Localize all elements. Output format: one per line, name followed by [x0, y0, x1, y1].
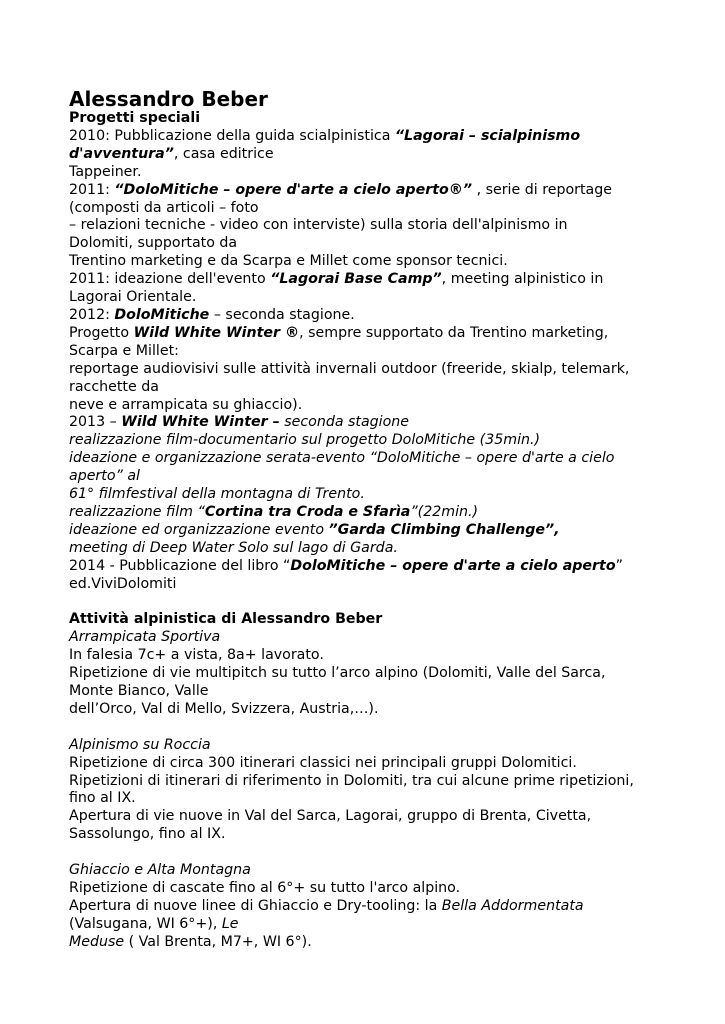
- route-name: Bella Addormentata: [441, 897, 584, 914]
- text-segment: (Valsugana, WI 6°+),: [69, 915, 222, 932]
- project-2014-line: [69, 558, 709, 576]
- ice-line-2: [69, 898, 709, 916]
- project-2013-event-line: [69, 522, 709, 540]
- text-segment: 2011: ideazione dell'evento: [69, 271, 271, 288]
- project-name: Wild White Winter ®: [133, 324, 300, 341]
- project-2013-line-3: ideazione e organizzazione serata-evento “DoloMitiche – opere d'arte a cielo: [69, 450, 615, 467]
- project-2011a-line: [69, 182, 709, 200]
- project-2014-line-2: ed.ViviDolomiti: [69, 575, 177, 592]
- text-segment: ”(22min.): [410, 503, 479, 520]
- project-name: “DoloMitiche – opere d'arte a cielo aperto®”: [114, 181, 473, 198]
- event-name: ”Garda Climbing Challenge”,: [328, 521, 560, 538]
- project-2010-line: [69, 128, 709, 146]
- text-segment: ideazione ed organizzazione evento: [69, 521, 329, 538]
- project-2010-line-3: Tappeiner.: [69, 163, 142, 180]
- rock-line-5: Sassolungo, fino al IX.: [69, 826, 226, 843]
- project-2011a-line-2: (composti da articoli – foto: [69, 199, 259, 216]
- sport-line-3: Monte Bianco, Valle: [69, 682, 209, 699]
- project-wild-line: [69, 325, 709, 343]
- project-2012-line: [69, 307, 709, 325]
- ice-line-4: [69, 934, 709, 952]
- route-name: Le: [221, 915, 239, 932]
- document-page: [69, 88, 709, 952]
- text-segment: 2011:: [69, 181, 115, 198]
- project-name: DoloMitiche: [114, 306, 210, 323]
- text-segment: Apertura di nuove linee di Ghiaccio e Dry-tooling: la: [69, 897, 442, 914]
- project-2013-line-5: 61° filmfestival della montagna di Trento.: [69, 486, 365, 503]
- spacer: [69, 593, 709, 611]
- project-name: Wild White Winter –: [121, 414, 280, 431]
- route-name: Meduse: [69, 933, 125, 950]
- rock-line-3: fino al IX.: [69, 790, 136, 807]
- section-heading-activity: Attività alpinistica di Alessandro Beber: [69, 611, 383, 628]
- project-2011b-line-2: Lagorai Orientale.: [69, 289, 197, 306]
- text-segment: , meeting alpinistico in: [441, 271, 604, 288]
- project-2011a-line-3: – relazioni tecniche - video con interviste) sulla storia dell'alpinismo in: [69, 217, 568, 234]
- text-segment: – seconda stagione.: [209, 306, 355, 323]
- project-2011b-line: [69, 271, 709, 289]
- text-segment: seconda stagione: [279, 414, 410, 431]
- project-wild-line-3: reportage audiovisivi sulle attività invernali outdoor (freeride, skialp, telemark,: [69, 360, 630, 377]
- subheading-rock: Alpinismo su Roccia: [69, 736, 211, 753]
- text-segment: 2014 - Pubblicazione del libro “: [69, 557, 291, 574]
- project-2013-film-line: [69, 504, 709, 522]
- project-2013-line-4: aperto” al: [69, 468, 140, 485]
- project-2011a-line-4: Dolomiti, supportato da: [69, 235, 238, 252]
- ice-line-3: [69, 916, 709, 934]
- text-segment: realizzazione film “: [69, 503, 205, 520]
- subheading-ice: Ghiaccio e Alta Montagna: [69, 862, 251, 879]
- rock-line-2: Ripetizioni di itinerari di riferimento in Dolomiti, tra cui alcune prime ripetizioni,: [69, 772, 634, 789]
- text-segment: , serie di reportage: [472, 181, 612, 198]
- text-segment: 2012:: [69, 306, 115, 323]
- project-2013-line-2: realizzazione film-documentario sul progetto DoloMitiche (35min.): [69, 432, 541, 449]
- text-segment: 2010: Pubblicazione della guida scialpinistica: [69, 127, 395, 144]
- spacer: [69, 719, 709, 737]
- project-2011a-line-5: Trentino marketing e da Scarpa e Millet come sponsor tecnici.: [69, 253, 508, 270]
- section-heading-projects: Progetti speciali: [69, 110, 201, 126]
- sport-line-4: dell’Orco, Val di Mello, Svizzera, Austria,…).: [69, 700, 379, 717]
- book-title: DoloMitiche – opere d'arte a cielo aperto: [290, 557, 616, 574]
- text-segment: Progetto: [69, 324, 134, 341]
- text-segment: 2013 –: [69, 414, 122, 431]
- book-title: “Lagorai – scialpinismo: [394, 127, 581, 144]
- subheading-sport: Arrampicata Sportiva: [69, 629, 221, 646]
- project-wild-line-2: Scarpa e Millet:: [69, 342, 179, 359]
- project-2013-line: [69, 414, 709, 432]
- project-2010-line-2: [69, 146, 709, 164]
- project-2013-line-8: meeting di Deep Water Solo sul lago di Garda.: [69, 539, 398, 556]
- spacer: [69, 844, 709, 862]
- book-title-cont: d'avventura”: [69, 145, 174, 162]
- sport-line-2: Ripetizione di vie multipitch su tutto l’arco alpino (Dolomiti, Valle del Sarca,: [69, 665, 606, 682]
- film-name: Cortina tra Croda e Sfarìa: [204, 503, 411, 520]
- event-name: “Lagorai Base Camp”: [270, 271, 442, 288]
- ice-line-1: Ripetizione di cascate fino al 6°+ su tutto l'arco alpino.: [69, 879, 461, 896]
- project-wild-line-4: racchette da: [69, 378, 159, 395]
- project-wild-line-5: neve e arrampicata su ghiaccio).: [69, 396, 303, 413]
- sport-line-1: In falesia 7c+ a vista, 8a+ lavorato.: [69, 647, 324, 664]
- rock-line-4: Apertura di vie nuove in Val del Sarca, Lagorai, gruppo di Brenta, Civetta,: [69, 808, 592, 825]
- text-segment: ”: [615, 557, 623, 574]
- rock-line-1: Ripetizione di circa 300 itinerari classici nei principali gruppi Dolomitici.: [69, 754, 577, 771]
- text-segment: , sempre supportato da Trentino marketing,: [299, 324, 609, 341]
- text-segment: ( Val Brenta, M7+, WI 6°).: [124, 933, 312, 950]
- text-segment: , casa editrice: [173, 145, 274, 162]
- page-title: Alessandro Beber: [69, 87, 268, 111]
